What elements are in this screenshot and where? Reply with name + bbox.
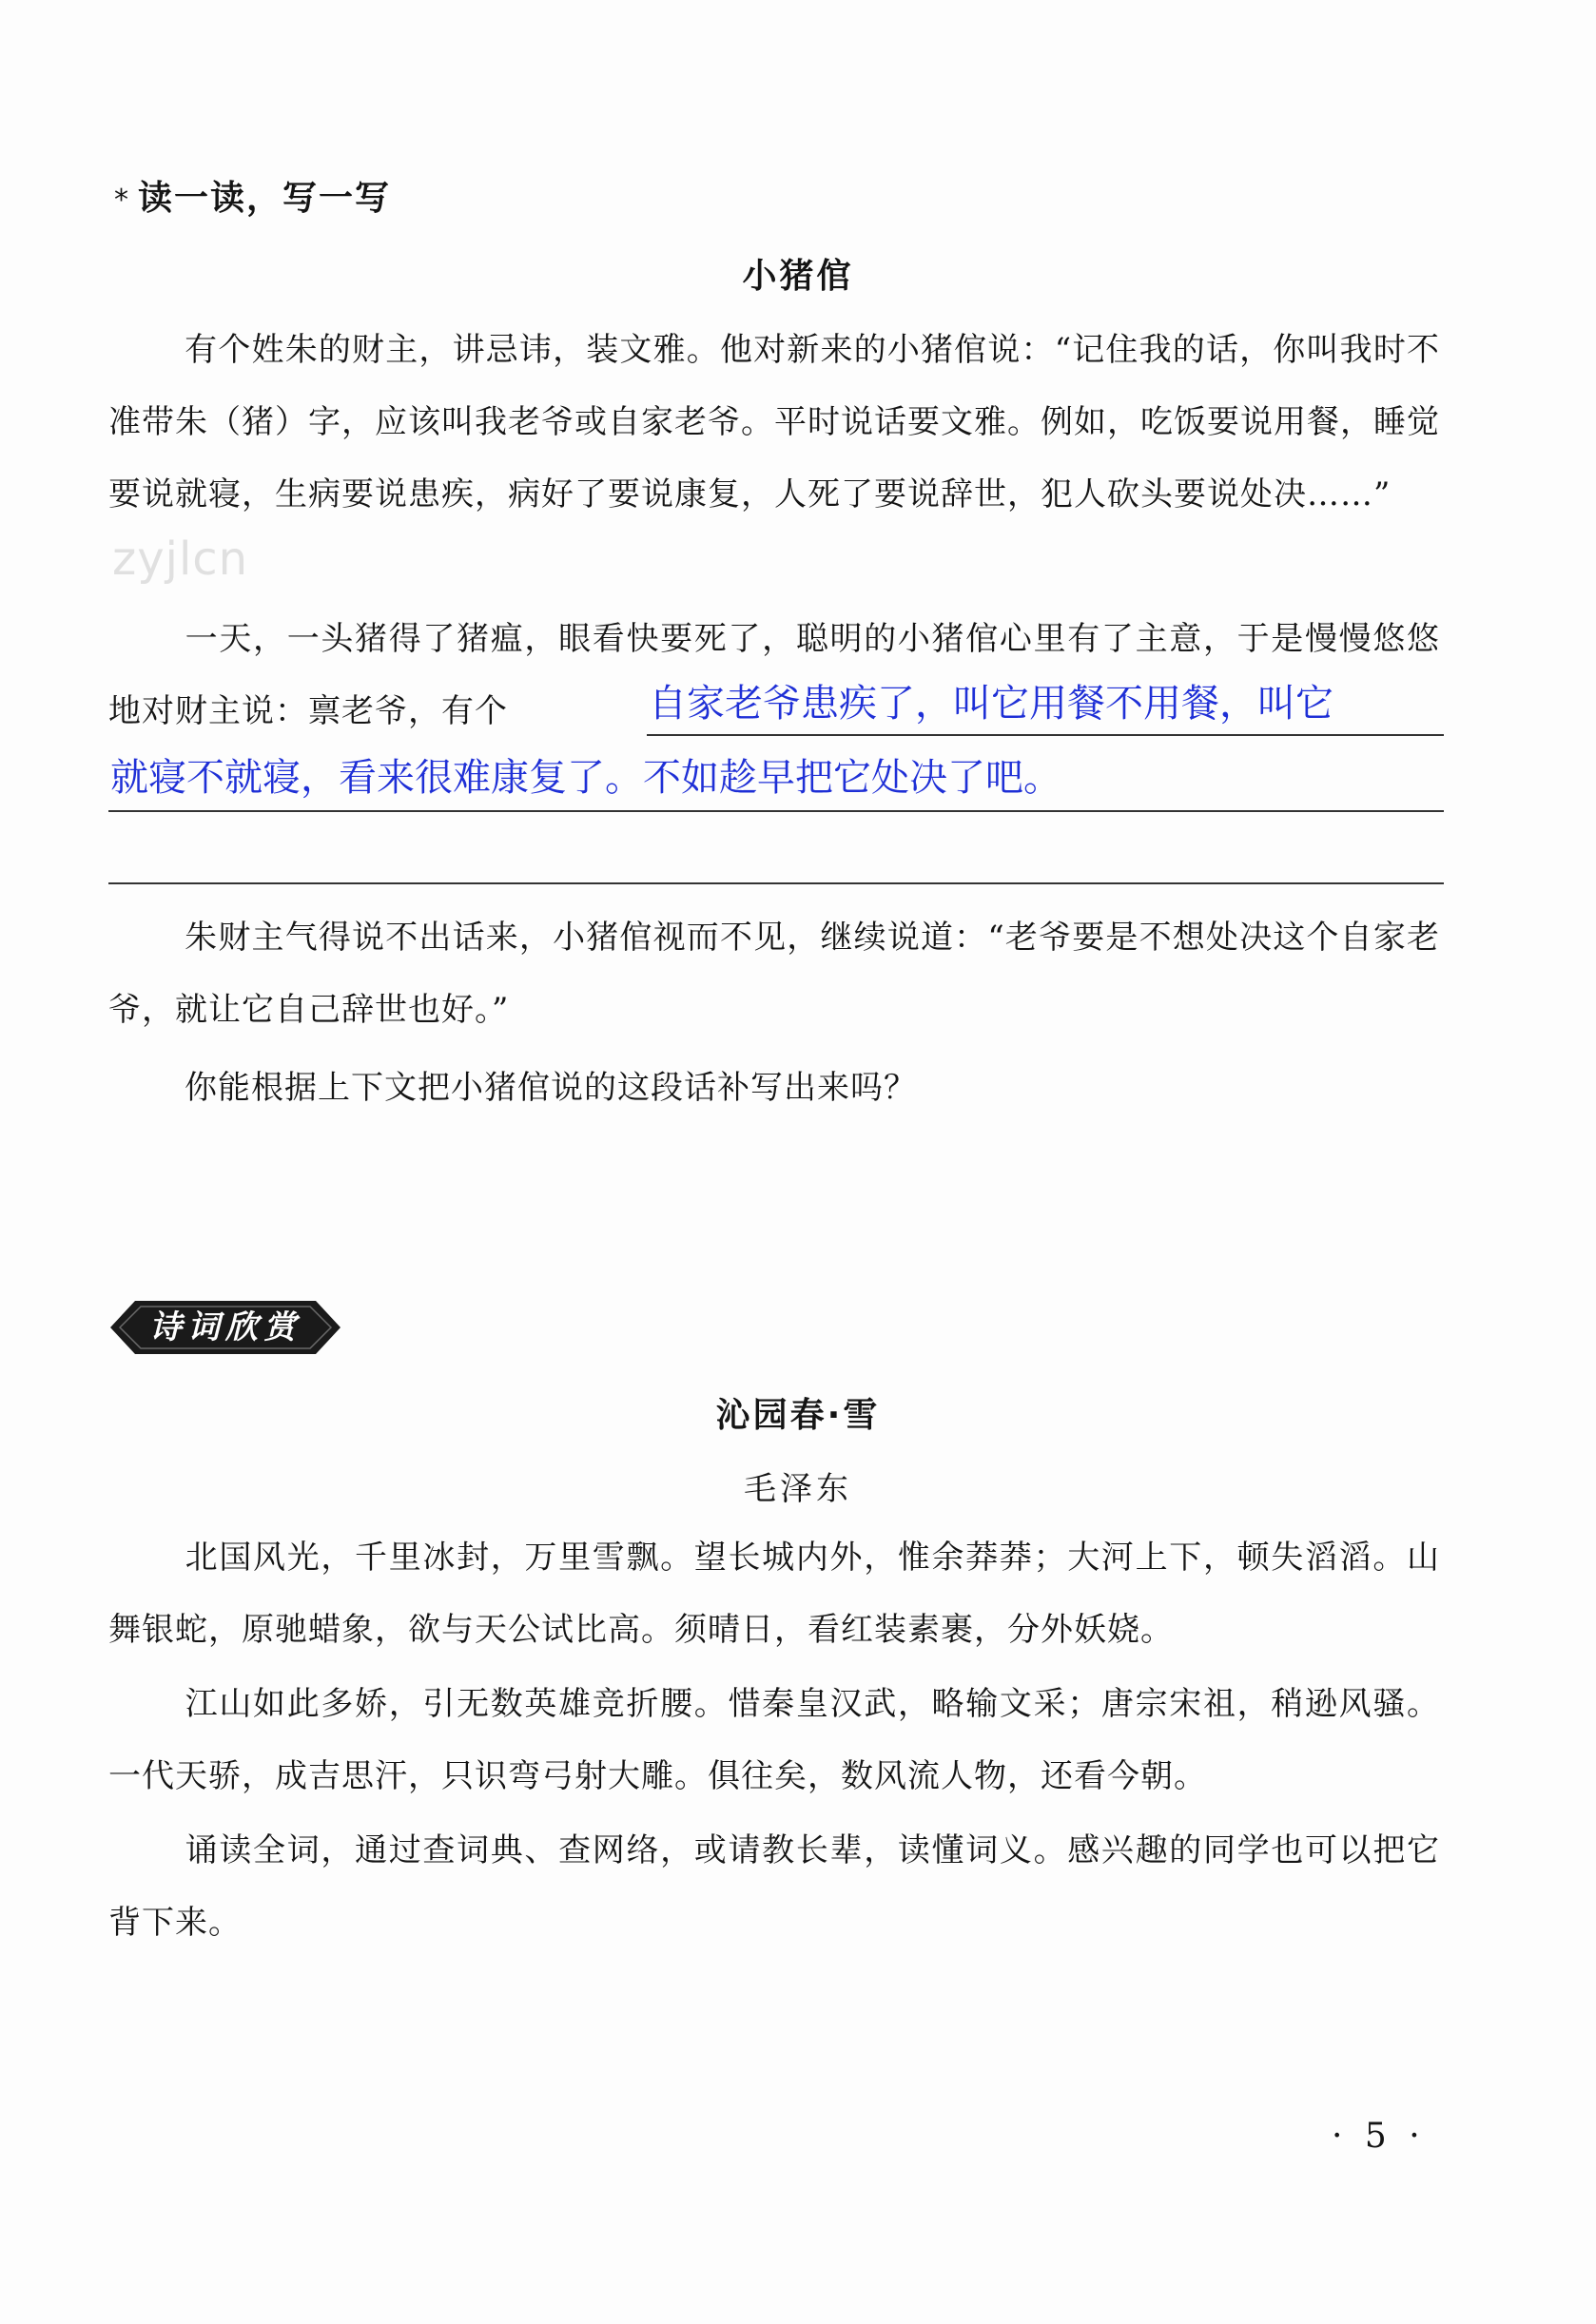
poem-instruction-text: 诵读全词，通过查词典、查网络，或请教长辈，读懂词义。感兴趣的同学也可以把它背下来。	[108, 1831, 1440, 1942]
poetry-section-badge-label: 诗词欣赏	[149, 1308, 302, 1346]
poem-instruction	[108, 1814, 1440, 1959]
section-heading-text: 读一读，写一写	[138, 179, 392, 218]
story-paragraph-3	[108, 901, 1440, 1046]
poetry-section-badge	[107, 1289, 344, 1365]
story-title: 小猪倌	[742, 257, 854, 296]
answer-text-line-1: 自家老爷患疾了，叫它用餐不用餐，叫它	[649, 682, 1333, 726]
answer-blank-line-2[interactable]	[108, 810, 1444, 812]
poem-stanza-2	[108, 1668, 1440, 1812]
story-question	[108, 1052, 1440, 1124]
answer-blank-line-3[interactable]	[108, 882, 1444, 884]
story-paragraph-3-text: 朱财主气得说不出话来，小猪倌视而不见，继续说道：“老爷要是不想处决这个自家老爷，就让它自己辞世也好。”	[108, 919, 1440, 1029]
answer-text-line-2: 就寝不就寝，看来很难康复了。不如趁早把它处决了吧。	[110, 756, 1061, 800]
star-marker: *	[114, 184, 130, 217]
watermark: zyjlcn	[112, 533, 249, 586]
poem-stanza-1	[108, 1521, 1440, 1666]
poem-title: 沁园春·雪	[715, 1396, 881, 1435]
page-number: · 5 ·	[1332, 2117, 1426, 2156]
story-paragraph-2-text: 一天，一头猪得了猪瘟，眼看快要死了，聪明的小猪倌心里有了主意，于是慢慢悠悠地对财主说：禀老爷，有个	[108, 620, 1440, 730]
story-paragraph-1	[108, 314, 1440, 531]
answer-blank-line-1[interactable]	[647, 734, 1444, 736]
story-paragraph-1-text: 有个姓朱的财主，讲忌讳，装文雅。他对新来的小猪倌说：“记住我的话，你叫我时不准带朱（猪）字，应该叫我老爷或自家老爷。平时说话要文雅。例如，吃饭要说用餐，睡觉要说就寝，生病要说患疾，病好了要说康复，人死了要说辞世，犯人砍头要说处决……”	[108, 331, 1440, 513]
poem-stanza-1-text: 北国风光，千里冰封，万里雪飘。望长城内外，惟余莽莽；大河上下，顿失滔滔。山舞银蛇，原驰蜡象，欲与天公试比高。须晴日，看红装素裹，分外妖娆。	[108, 1539, 1440, 1649]
story-question-text: 你能根据上下文把小猪倌说的这段话补写出来吗？	[185, 1069, 917, 1107]
poem-stanza-2-text: 江山如此多娇，引无数英雄竞折腰。惜秦皇汉武，略输文采；唐宗宋祖，稍逊风骚。一代天骄，成吉思汗，只识弯弓射大雕。俱往矣，数风流人物，还看今朝。	[108, 1685, 1440, 1795]
poem-author: 毛泽东	[744, 1470, 852, 1508]
section-heading	[114, 171, 391, 220]
